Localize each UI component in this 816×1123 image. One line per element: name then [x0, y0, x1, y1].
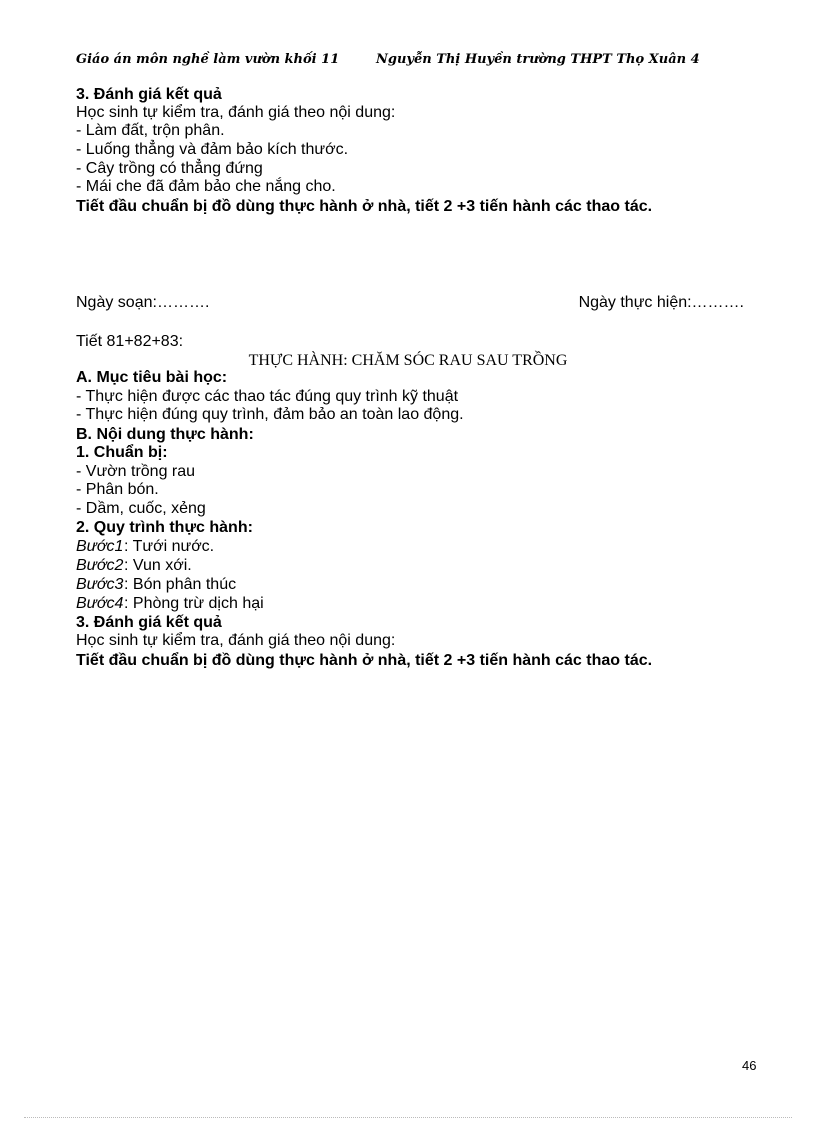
lesson-title: THỰC HÀNH: CHĂM SÓC RAU SAU TRỒNG [248, 352, 568, 369]
list-item: - Cây trồng có thẳng đứng [76, 160, 263, 177]
step-text: : Vun xới. [124, 557, 192, 574]
header-author: Nguyễn Thị Huyền trường THPT Thọ Xuân 4 [376, 52, 700, 67]
list-item: - Mái che đã đảm bảo che nắng cho. [76, 178, 336, 195]
evaluation-intro: Học sinh tự kiểm tra, đánh giá theo nội dung: [76, 632, 396, 649]
list-item: - Thực hiện được các thao tác đúng quy trình kỹ thuật [76, 388, 459, 405]
exec-date: Ngày thực hiện:………. [578, 294, 744, 311]
section-heading-content: B. Nội dung thực hành: [76, 426, 254, 443]
procedure-step [76, 538, 214, 556]
period-number: Tiết 81+82+83: [76, 333, 184, 350]
step-text: : Bón phân thúc [124, 576, 237, 593]
step-text: : Tưới nước. [124, 538, 215, 555]
list-item: - Thực hiện đúng quy trình, đảm bảo an toàn lao động. [76, 406, 464, 423]
prep-date: Ngày soạn:………. [76, 294, 210, 311]
list-item: - Luống thẳng và đảm bảo kích thước. [76, 141, 349, 158]
list-item: - Làm đất, trộn phân. [76, 122, 225, 139]
list-item: - Vườn trồng rau [76, 463, 196, 480]
step-label: Bước2 [76, 557, 124, 574]
procedure-step [76, 557, 192, 575]
page-number: 46 [742, 1058, 757, 1073]
list-item: - Phân bón. [76, 481, 159, 498]
evaluation-intro: Học sinh tự kiểm tra, đánh giá theo nội dung: [76, 104, 396, 121]
procedure-step [76, 595, 264, 613]
header-subject: Giáo án môn nghề làm vườn khối 11 [76, 52, 340, 67]
list-item: - Dầm, cuốc, xẻng [76, 500, 206, 517]
step-label: Bước1 [76, 538, 124, 555]
section-heading-preparation: 1. Chuẩn bị: [76, 444, 168, 461]
lesson-note: Tiết đầu chuẩn bị đồ dùng thực hành ở nhà, tiết 2 +3 tiến hành các thao tác. [76, 652, 653, 669]
step-label: Bước4 [76, 595, 124, 612]
step-label: Bước3 [76, 576, 124, 593]
lesson-note: Tiết đầu chuẩn bị đồ dùng thực hành ở nhà, tiết 2 +3 tiến hành các thao tác. [76, 198, 653, 215]
section-heading-procedure: 2. Quy trình thực hành: [76, 519, 253, 536]
step-text: : Phòng trừ dịch hại [124, 595, 264, 612]
section-heading-evaluation: 3. Đánh giá kết quả [76, 614, 222, 631]
procedure-step [76, 576, 236, 594]
section-heading-evaluation: 3. Đánh giá kết quả [76, 86, 222, 103]
footer-divider [24, 1117, 792, 1118]
section-heading-objectives: A. Mục tiêu bài học: [76, 369, 228, 386]
